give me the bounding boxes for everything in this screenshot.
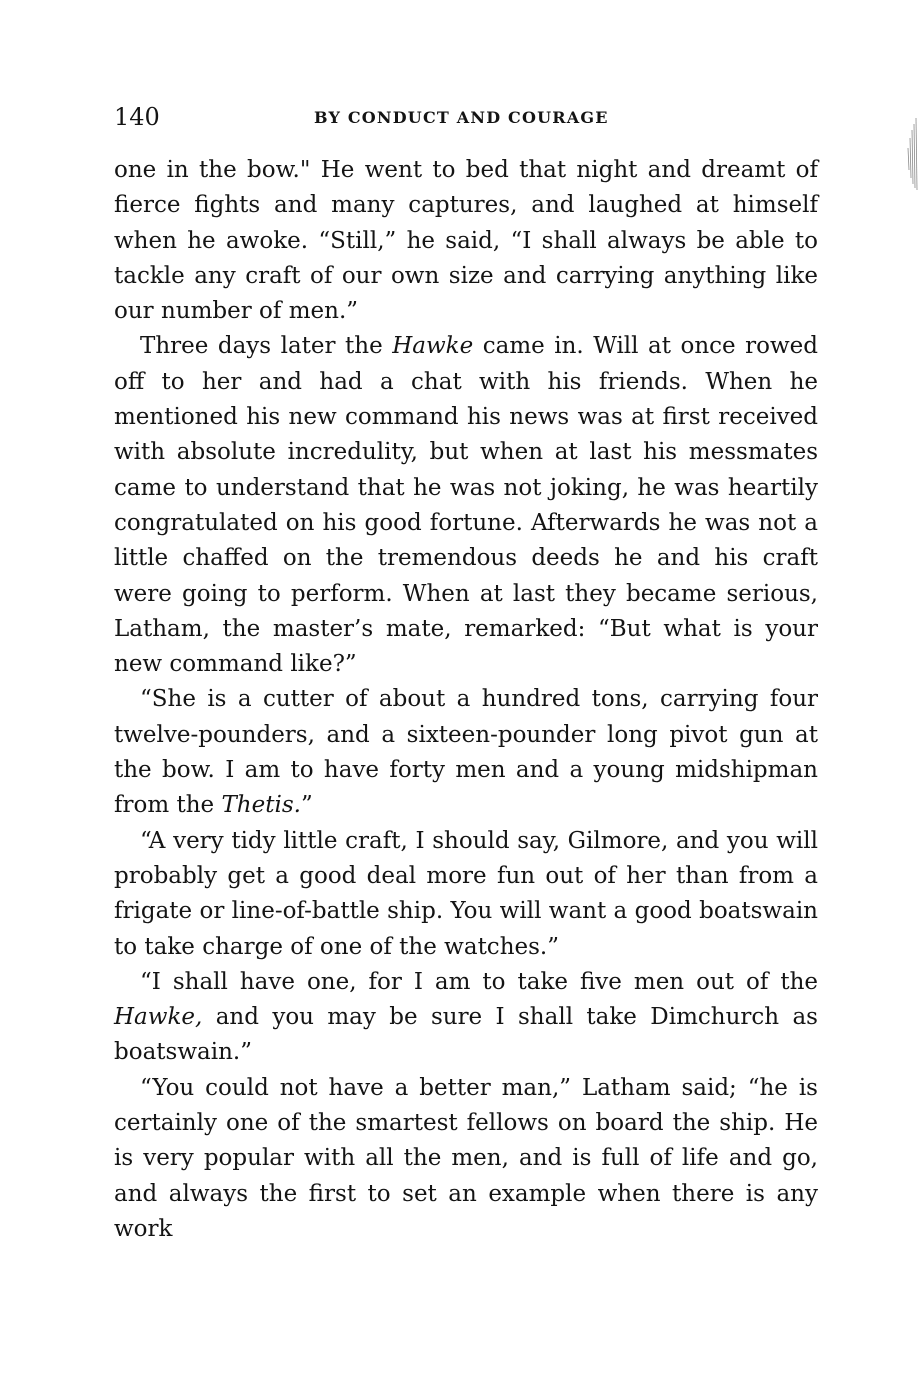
paragraph-1 (114, 153, 818, 329)
running-title: BY CONDUCT AND COURAGE (314, 108, 609, 127)
paragraph-6 (114, 1071, 818, 1247)
paragraph-1-text: one in the bow." He went to bed that night and dreamt of fierce fights and many captures, and laughed at himself when he awoke. “Still,” he said, “I shall always be able to tackle any craft of our own size and carrying anything like our number of men.” (114, 157, 818, 325)
paragraph-5-text-b: and you may be sure I shall take Dimchurch as boatswain.” (114, 1004, 818, 1066)
ship-name-thetis: Thetis. (221, 792, 301, 819)
paragraph-2 (114, 329, 818, 682)
paragraph-3 (114, 682, 818, 823)
ship-name-hawke: Hawke (392, 333, 474, 360)
paragraph-6-text: “You could not have a better man,” Latham said; “he is certainly one of the smartest fellows on board the ship. He is very popular with all the men, and is full of life and go, and always the first to set an example when there is any work (114, 1074, 818, 1242)
running-head (114, 102, 818, 136)
body-text (114, 153, 818, 1247)
paragraph-3-text-b: ” (300, 792, 313, 819)
paragraph-5 (114, 965, 818, 1071)
paragraph-3-text-a: “She is a cutter of about a hundred tons, carrying four twelve-pounders, and a sixteen-pounder long pivot gun at the bow. I am to have forty men and a young midshipman from the (114, 686, 818, 819)
page-edge-shadow (907, 118, 919, 190)
paragraph-2-text-b: came in. Will at once rowed off to her and had a chat with his friends. When he mentioned his new command his news was at first received with absolute incredulity, but when at last his messmates came to understand that he was not joking, he was heartily congratulated on his good fortune. Afterwards he was not a little chaffed on the tremendous deeds he and his craft were going to perform. When at last they became serious, Latham, the master’s mate, remarked: “But what is your new command like?” (114, 333, 818, 678)
page-number: 140 (114, 103, 160, 131)
paragraph-4 (114, 824, 818, 965)
paragraph-5-text-a: “I shall have one, for I am to take five men out of the (140, 968, 818, 995)
ship-name-hawke-2: Hawke, (114, 1004, 203, 1031)
paragraph-2-text-a: Three days later the (140, 333, 393, 360)
paragraph-4-text: “A very tidy little craft, I should say, Gilmore, and you will probably get a good deal more fun out of her than from a frigate or line-of-battle ship. You will want a good boatswain to take charge of one of the watches.” (114, 827, 818, 960)
